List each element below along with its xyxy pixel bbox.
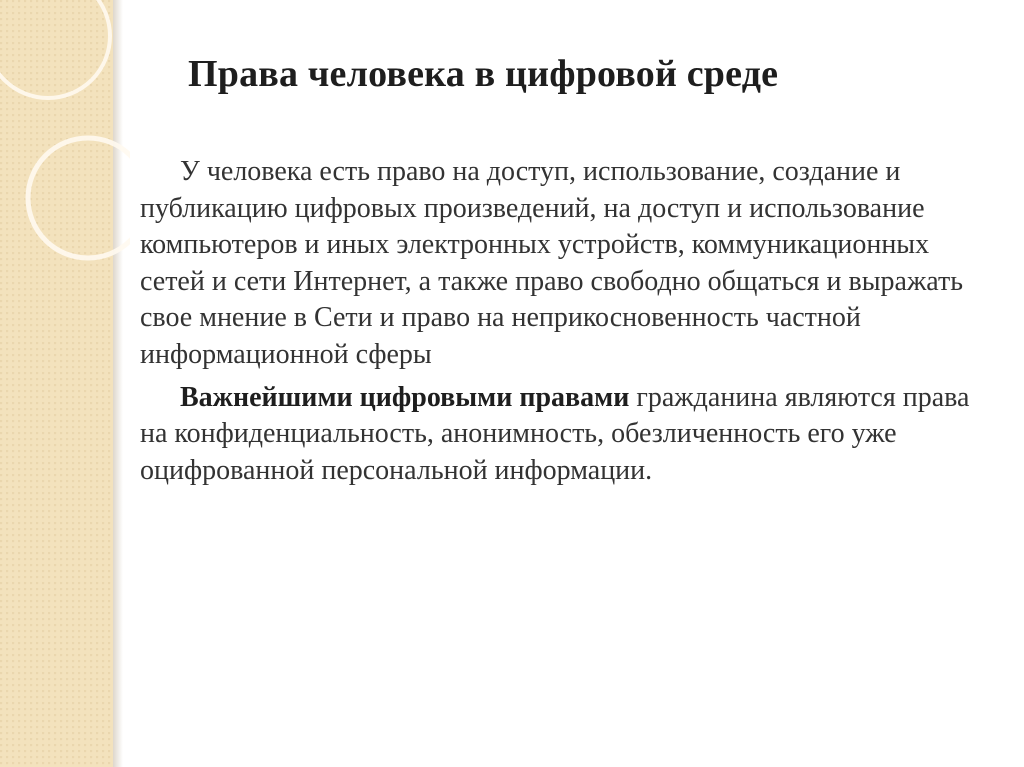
decorative-circles — [0, 0, 130, 330]
paragraph-digital-rights-access: У человека есть право на доступ, использование, создание и публикацию цифровых произведений, на доступ и использование компьютеров и иных электронных устройств, коммуникационных сетей и сети Интернет, а также право свободно общаться и выражать свое мнение в Сети и право на неприкосновенность частной информационной сферы — [140, 156, 963, 370]
decorative-circle-large — [0, 0, 110, 98]
decorative-circle-small — [28, 138, 130, 258]
slide-body — [140, 154, 980, 489]
key-rights-emphasis: Важнейшими цифровыми правами — [180, 381, 630, 413]
key-rights-text: гражданина являются права на конфиденциальность, анонимность, обезличенность его уже оцифрованной персональной информации. — [140, 381, 970, 486]
slide-title: Права человека в цифровой среде — [188, 53, 779, 95]
paragraph-key-digital-rights — [140, 380, 980, 490]
